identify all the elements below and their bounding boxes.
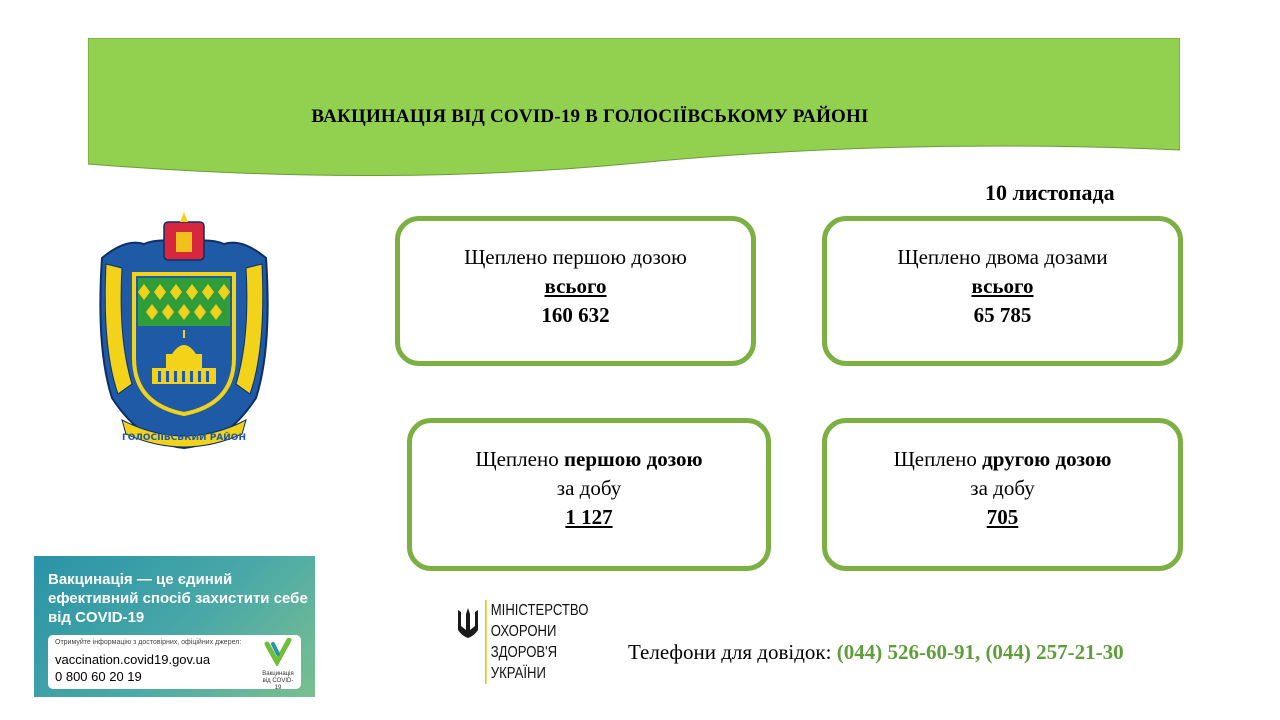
card-label-bold: другою дозою [982,447,1112,471]
promo-info-box [48,635,301,689]
card-sublabel: за добу [556,476,622,500]
reference-phones [628,640,1124,665]
card-label: Щеплено першою дозою [464,245,687,269]
card-sublabel: за добу [970,476,1035,500]
card-label: Щеплено двома дозами [897,245,1108,269]
card-label-bold: першою дозою [563,447,703,471]
phone-numbers: (044) 526-60-91, (044) 257-21-30 [836,640,1124,664]
card-sublabel: всього [544,274,607,298]
vaccination-check-icon [263,638,293,666]
card-label-prefix: Щеплено [893,447,983,471]
card-label-prefix: Щеплено [475,447,564,471]
first-dose-daily-value: 1 127 [565,505,613,529]
first-dose-total-card [395,216,756,366]
second-dose-daily-value: 705 [986,505,1019,529]
first-dose-daily-card [407,418,771,571]
ministry-line: МІНІСТЕРСТВО [490,602,589,619]
card-label [827,445,1178,474]
phones-label: Телефони для довідок: [628,640,837,664]
two-doses-total-value: 65 785 [973,303,1032,327]
promo-phone: 0 800 60 20 19 [55,669,142,684]
trident-icon [457,606,479,640]
vaccination-logo-text: Вакцинація від COVID-19 [262,671,294,691]
ministry-line: ЗДОРОВ'Я [490,644,558,661]
card-label [412,445,766,474]
promo-headline: Вакцинація — це єдиний ефективний спосіб захистити себе від COVID-19 [48,571,308,626]
ministry-line: УКРАЇНИ [490,665,546,682]
two-doses-total-card [822,216,1183,366]
promo-note: Отримуйте інформацію з достовірних, офіційних джерел: [55,639,242,646]
report-date: 10 листопада [985,180,1115,205]
ministry-name [485,600,588,684]
page-title: ВАКЦИНАЦІЯ ВІД COVID-19 В ГОЛОСІЇВСЬКОМУ РАЙОНІ [311,106,869,127]
title-banner [88,38,1180,178]
ministry-line: ОХОРОНИ [490,623,557,640]
card-sublabel: всього [971,274,1034,298]
vaccination-logo [260,638,296,691]
first-dose-total-value: 160 632 [541,303,610,327]
ministry-logo [455,600,615,692]
district-coat-of-arms-icon [92,208,276,452]
second-dose-daily-card [822,418,1183,571]
promo-url: vaccination.covid19.gov.ua [55,652,211,667]
emblem-label: ГОЛОСІЇВСЬКИЙ РАЙОН [122,433,246,443]
vaccination-promo-banner [34,556,315,697]
